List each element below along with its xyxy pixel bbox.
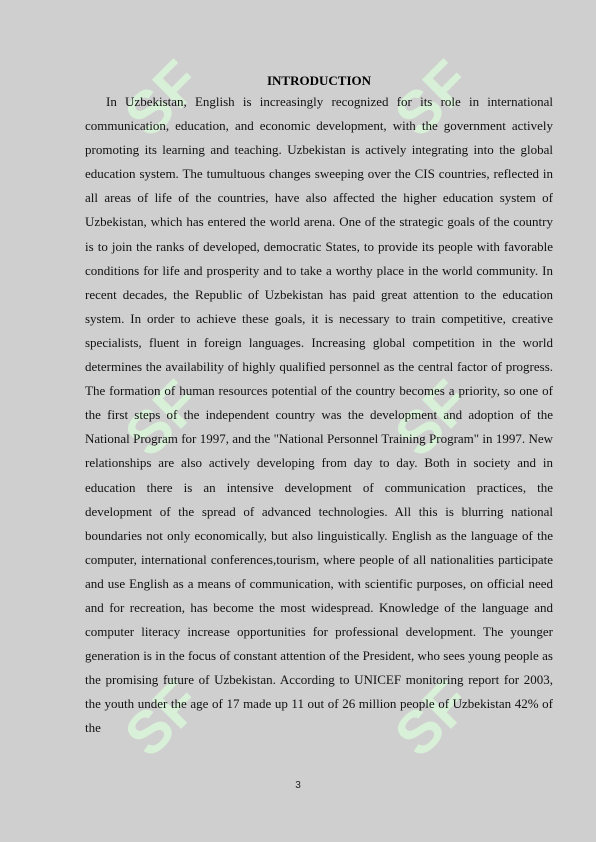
body-paragraph: In Uzbekistan, English is increasingly recognized for its role in international communication, education, and economic development, with the government actively promoting its learning and teaching. Uzbekistan is actively integrating into the global education system. The tumultuous changes sweeping over the CIS countries, reflected in all areas of life of the countries, have also affected the higher education system of Uzbekistan, which has entered the world arena. One of the strategic goals of the country is to join the ranks of developed, democratic States, to provide its people with favorable conditions for life and prosperity and to take a worthy place in the world community. In recent decades, the Republic of Uzbekistan has paid great attention to the education system. In order to achieve these goals, it is necessary to train competitive, creative specialists, fluent in foreign languages. Increasing global competition in the world determines the availability of highly qualified personnel as the central factor of progress. The formation of human resources potential of the country becomes a priority, so one of the first steps of the independent country was the development and adoption of the National Program for 1997, and the "National Personnel Training Program" in 1997. New relationships are also actively developing from day to day. Both in society and in education there is an intensive development of communication practices, the development of the spread of advanced technologies. All this is blurring national boundaries not only economically, but also linguistically. English as the language of the computer, international conferences,tourism, where people of all nationalities participate and use English as a means of communication, with scientific purposes, on official need and for recreation, has become the most widespread. Knowledge of the language and computer literacy increase opportunities for professional development. The younger generation is in the focus of constant attention of the President, who sees young people as the promising future of Uzbekistan. According to UNICEF monitoring report for 2003, the youth under the age of 17 made up 11 out of 26 million people of Uzbekistan 42% of the xyxy=(85,94,553,736)
svg-text:SF: SF xyxy=(111,367,214,470)
svg-text:SF: SF xyxy=(381,367,484,470)
section-title: INTRODUCTION xyxy=(266,73,371,88)
svg-text:SF: SF xyxy=(111,47,214,150)
svg-text:SF: SF xyxy=(381,667,484,770)
svg-text:SF: SF xyxy=(381,47,484,150)
svg-text:SF: SF xyxy=(111,667,214,770)
document-content xyxy=(85,72,553,741)
page-number: 3 xyxy=(295,780,301,791)
